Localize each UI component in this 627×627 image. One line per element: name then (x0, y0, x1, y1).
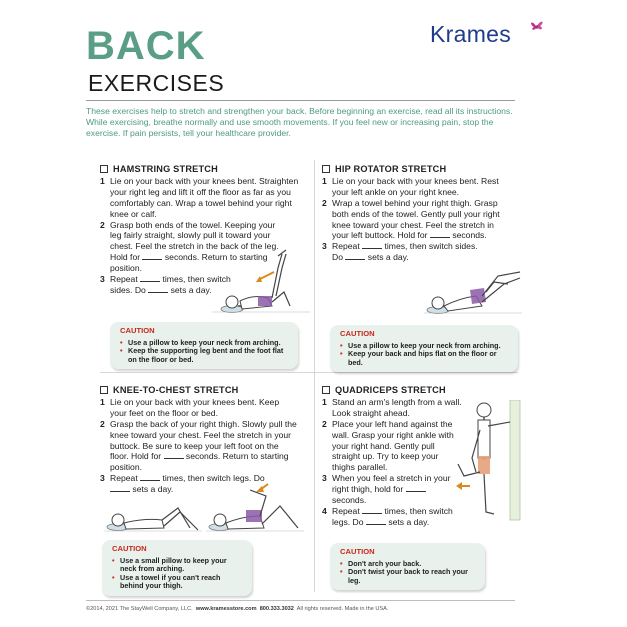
knee-step-1 (100, 397, 300, 419)
caution-item: • Use a pillow to keep your neck from arching. (120, 339, 290, 348)
step-text-part: seconds. Return to starting position. (110, 252, 268, 274)
step-number: 1 (322, 175, 327, 186)
step-text-part: times, then switch legs. Do (332, 505, 453, 527)
hold-seconds-blank[interactable] (164, 452, 184, 459)
knee-step-2 (100, 419, 300, 474)
header-rule (86, 100, 515, 101)
quad-title: QUADRICEPS STRETCH (335, 385, 446, 395)
step-number: 1 (100, 396, 105, 407)
caution-item: • Keep the supporting leg bent and the foot flat on the floor or bed. (120, 347, 290, 364)
hip-step-2 (322, 198, 522, 242)
step-text-part: Repeat (332, 241, 360, 252)
step-text-part: Grasp the back of your right thigh. Slowly pull the knee toward your chest. Feel the stretch in your buttock. Be sure to keep your left foot on the floor. Hold for (110, 418, 297, 462)
sets-blank[interactable] (148, 286, 168, 293)
knee-section (100, 385, 300, 495)
step-text-part: sets a day. (388, 516, 430, 527)
step-text-part: When you feel a stretch in your right thigh, hold for (332, 473, 451, 495)
step-text (332, 198, 502, 242)
repeat-blank[interactable] (362, 242, 382, 249)
hamstring-checkbox[interactable] (100, 165, 108, 173)
step-number: 2 (100, 219, 105, 230)
caution-item: • Use a towel if you can't reach behind your thigh. (112, 574, 244, 591)
step-text-part: Repeat (110, 274, 138, 285)
step-text: Lie on your back with your knees bent. Keep your feet on the floor or bed. (110, 396, 280, 418)
caution-title: CAUTION (112, 544, 147, 553)
step-text: Stand an arm's length from a wall. Look straight ahead. (332, 396, 462, 418)
hold-seconds-blank[interactable] (406, 485, 426, 492)
sets-blank[interactable] (345, 253, 365, 260)
caution-title: CAUTION (120, 326, 155, 335)
step-number: 3 (100, 473, 105, 484)
hamstring-heading (100, 164, 300, 175)
hip-caution (330, 325, 518, 372)
step-text-part: times, then switch legs. Do (162, 473, 265, 484)
hip-title: HIP ROTATOR STRETCH (335, 164, 447, 174)
footer-rights: All rights reserved. Made in the USA. (296, 606, 389, 612)
row-divider (100, 372, 518, 373)
krames-logo (430, 20, 550, 50)
step-text-part: sets a day. (367, 252, 409, 263)
hold-seconds-blank[interactable] (430, 231, 450, 238)
caution-item: • Use a small pillow to keep your neck from arching. (112, 557, 244, 574)
quadriceps-illustration (454, 400, 522, 522)
knee-to-chest-illustration-pull (206, 480, 306, 536)
step-text-part: seconds. (332, 495, 367, 506)
step-text: Lie on your back with your knees bent. Straighten your right leg and lift it off the floor as far as you comfortably can. Wrap a towel behind your right knee or calf. (110, 175, 299, 219)
quad-heading (322, 385, 522, 396)
step-text-part: Wrap a towel behind your right thigh. Grasp both ends of the towel. Gently pull your right knee toward your chest. Feel the stretch in your left buttock. Hold for (332, 197, 500, 241)
hold-seconds-blank[interactable] (142, 253, 162, 260)
step-number: 2 (322, 418, 327, 429)
step-text (332, 241, 482, 263)
step-text-part: sets a day. (132, 484, 174, 495)
footer-rule (86, 600, 515, 601)
hamstring-illustration (212, 246, 312, 320)
knee-checkbox[interactable] (100, 386, 108, 394)
repeat-blank[interactable] (362, 507, 382, 514)
step-text (332, 506, 472, 528)
footer-copyright: ©2014, 2021 The StayWell Company, LLC. (86, 606, 193, 612)
repeat-blank[interactable] (140, 275, 160, 282)
hamstring-title: HAMSTRING STRETCH (113, 164, 218, 174)
step-number: 1 (322, 396, 327, 407)
repeat-blank[interactable] (140, 474, 160, 481)
logo-text: Krames (430, 21, 512, 47)
step-text (332, 473, 462, 506)
step-text-part: sets a day. (170, 284, 212, 295)
caution-item: • Use a pillow to keep your neck from arching. (340, 342, 510, 351)
step-number: 4 (322, 505, 327, 516)
step-number: 2 (100, 418, 105, 429)
step-text-part: Repeat (332, 505, 360, 516)
caution-title: CAUTION (340, 547, 375, 556)
step-text-part: seconds. (452, 230, 487, 241)
step-text: Lie on your back with your knees bent. Rest your left ankle on your right knee. (332, 175, 499, 197)
step-text-part: times, then switch sides. Do (110, 274, 231, 295)
footer-site[interactable]: www.kramesstore.com (195, 606, 257, 612)
hip-heading (322, 164, 522, 175)
step-number: 1 (100, 175, 105, 186)
caution-item: • Keep your back and hips flat on the floor or bed. (340, 350, 510, 367)
step-text-part: Repeat (110, 473, 138, 484)
quad-caution (330, 543, 485, 590)
step-text-part: Grasp both ends of the towel. Keeping your leg fairly straight, slowly pull it toward your chest. Feel the stretch in the back of the leg. Hold for (110, 219, 279, 263)
butterfly-icon (528, 16, 546, 34)
step-text (110, 419, 298, 474)
step-number: 3 (100, 274, 105, 285)
step-number: 3 (322, 241, 327, 252)
step-text-part: seconds. Return to starting position. (110, 451, 289, 473)
sets-blank[interactable] (110, 485, 130, 492)
hip-section (322, 164, 522, 263)
sets-blank[interactable] (366, 518, 386, 525)
knee-caution (102, 540, 252, 596)
hamstring-caution (110, 322, 298, 369)
caution-item: • Don't twist your back to reach your leg. (340, 568, 477, 585)
footer (86, 606, 388, 612)
hip-step-1 (322, 176, 522, 198)
column-divider (314, 160, 315, 592)
title-exercises: EXERCISES (88, 70, 225, 96)
knee-heading (100, 385, 300, 396)
knee-title: KNEE-TO-CHEST STRETCH (113, 385, 239, 395)
hip-rotator-illustration (424, 262, 524, 320)
footer-phone: 800.333.3032 (259, 606, 294, 612)
quad-checkbox[interactable] (322, 386, 330, 394)
caution-title: CAUTION (340, 329, 375, 338)
hip-checkbox[interactable] (322, 165, 330, 173)
step-number: 3 (322, 473, 327, 484)
intro-text: These exercises help to stretch and strengthen your back. Before beginning an exercise, read all its instructions. While exercising, breathe normally and use smooth movements. If you feel new or increasing pain, stop the exercise. If pain persists, tell your healthcare provider. (86, 106, 513, 138)
step-text: Place your left hand against the wall. Grasp your right ankle with your right hand. Gently pull straight up. Try to keep your thighs parallel. (332, 418, 454, 473)
step-number: 2 (322, 197, 327, 208)
caution-item: • Don't arch your back. (340, 560, 477, 569)
hip-step-3 (322, 241, 522, 263)
title-back: BACK (86, 24, 206, 68)
step-text-part: times, then switch sides. Do (332, 241, 478, 263)
knee-to-chest-illustration-start (104, 500, 204, 536)
hamstring-step-1 (100, 176, 300, 220)
